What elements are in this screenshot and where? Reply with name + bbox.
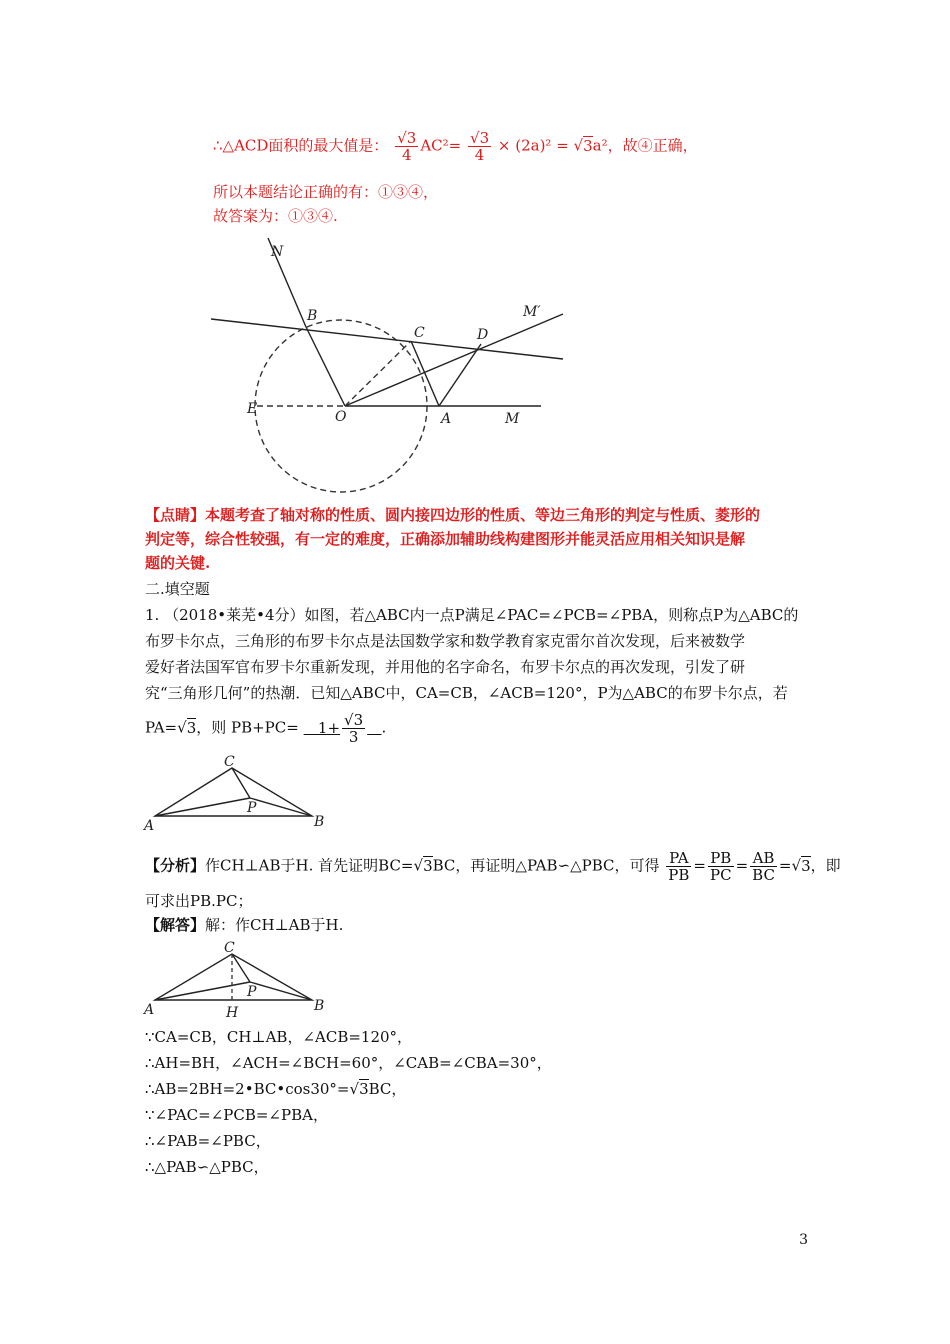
end-period: .	[381, 718, 387, 737]
solution-step-1: ∵CA=CB，CH⊥AB，∠ACB=120°，	[145, 1028, 413, 1046]
sqrt-radicand: 3	[479, 129, 490, 147]
analysis-line-2: 可求出PB.PC；	[145, 892, 253, 910]
numerator: PB	[708, 850, 734, 867]
conclusion-line: 所以本题结论正确的有：①③④，	[213, 183, 439, 201]
denominator: BC	[752, 866, 775, 884]
seg-pb	[250, 798, 312, 816]
area-max-line: ∴△ACD面积的最大值是： $\frac{√3}{4}$ AC²= $\frac{√3}{4}$ × (2a)² = √3a²，故④正确，	[213, 129, 698, 164]
denominator: PB	[668, 866, 690, 884]
solution-tag: 【解答】	[145, 916, 206, 934]
denominator: 4	[474, 146, 485, 164]
label-m: M	[505, 411, 520, 427]
problem-line-2: 布罗卡尔点，三角形的布罗卡尔点是法国数学家和数学教育家克雷尔首次发现，后来被数学	[145, 632, 746, 650]
equals: =	[778, 856, 792, 875]
seg-pc	[232, 768, 250, 798]
sqrt-radicand: 3	[406, 129, 417, 147]
label-p: P	[247, 984, 257, 1000]
label-o: O	[335, 409, 347, 425]
answer-frac: $\frac{√3}{3}$	[344, 711, 364, 746]
label-b: B	[314, 998, 325, 1014]
denominator: PC	[709, 866, 732, 884]
label-m-prime: M′	[523, 304, 541, 320]
frac-pa-pb	[666, 850, 691, 883]
seg-pc	[232, 954, 250, 982]
sqrt-radicand: 3	[423, 856, 433, 875]
dashed-oc	[345, 341, 411, 406]
pa-prefix: PA=	[145, 718, 178, 737]
analysis-text-2: BC，再证明△PAB∽△PBC，可得	[432, 856, 660, 875]
label-c: C	[224, 754, 235, 770]
frac-sqrt3-over-4: $\frac{√3}{4}$	[397, 129, 417, 164]
sqrt-radicand: 3	[186, 718, 197, 737]
answer-line: 故答案为：①③④.	[213, 207, 338, 225]
dianqing-line-1	[145, 504, 760, 526]
label-b: B	[314, 814, 325, 830]
solution-step-2: ∴AH=BH，∠ACH=∠BCH=60°，∠CAB=∠CBA=30°，	[145, 1054, 552, 1072]
solution-step-6: ∴△PAB∽△PBC，	[145, 1158, 269, 1176]
frac-ab-bc	[750, 850, 777, 883]
analysis-text-3: ，即	[810, 856, 841, 875]
solution-step-5: ∴∠PAB=∠PBC，	[145, 1132, 271, 1150]
sqrt-radicand: 3	[583, 136, 593, 155]
label-e: E	[247, 401, 258, 417]
line-bc	[211, 319, 563, 359]
dianqing-tag: 【点睛】	[145, 506, 206, 524]
triangle-figure-1	[140, 752, 340, 838]
label-d: D	[477, 327, 489, 343]
label-b: B	[307, 308, 318, 324]
answer-int: 1+	[317, 718, 341, 737]
seg-ad	[439, 344, 481, 406]
label-a: A	[441, 411, 452, 427]
label-c: C	[224, 940, 235, 956]
label-h: H	[226, 1005, 239, 1020]
solution-step-3: ∴AB=2BH=2•BC•cos30°=√3BC，	[145, 1080, 407, 1098]
circle-geometry-figure	[205, 230, 575, 500]
analysis-tag: 【分析】	[145, 856, 206, 875]
seg-pb	[250, 982, 312, 1000]
solution-step-4: ∵∠PAC=∠PCB=∠PBA，	[145, 1106, 328, 1124]
area-prefix: ∴△ACD面积的最大值是：	[213, 136, 389, 155]
section-title: 二.填空题	[145, 580, 210, 598]
problem-line-3: 爱好者法国军官布罗卡尔重新发现，并用他的名字命名，布罗卡尔点的再次发现，引发了研	[145, 658, 746, 676]
seg-ca	[411, 341, 439, 406]
problem-line-5: PA=√3，则 PB+PC= 1+ $\frac{√3}{3}$ .	[145, 711, 387, 746]
denominator: 3	[348, 728, 359, 746]
sqrt-radicand: 3	[353, 711, 364, 729]
page-number: 3	[799, 1232, 808, 1248]
sqrt-radicand: 3	[359, 1080, 369, 1098]
solution-intro	[145, 914, 343, 936]
label-p: P	[247, 800, 257, 816]
solution-intro-text: 解：作CH⊥AB于H.	[205, 916, 344, 934]
denominator: 4	[401, 146, 412, 164]
equals: =	[693, 856, 706, 875]
frac-pb-pc	[708, 850, 734, 883]
dianqing-line-2: 判定等，综合性较强，有一定的难度，正确添加辅助线构建图形并能灵活应用相关知识是解	[145, 530, 746, 548]
analysis-text-1: 作CH⊥AB于H. 首先证明BC=	[205, 856, 414, 875]
label-n: N	[271, 244, 284, 260]
step3-text: ∴AB=2BH=2•BC•cos30°=	[145, 1080, 350, 1098]
dianqing-line-3: 题的关键.	[145, 554, 211, 572]
analysis-line-1: 【分析】作CH⊥AB于H. 首先证明BC=√3BC，再证明△PAB∽△PBC，可得 $\frac{PA}{PB}$ = $\frac{PB}{PC}$ = $\frac{AB}{BC}$ =√3，即	[145, 849, 841, 884]
label-a: A	[144, 818, 155, 834]
numerator: AB	[750, 850, 777, 867]
then-text: ，则 PB+PC=	[196, 718, 299, 737]
sqrt-radicand: 3	[801, 856, 811, 875]
problem-line-1: 1. （2018•莱芜•4分）如图，若△ABC内一点P满足∠PAC=∠PCB=∠PBA，则称点P为△ABC的	[145, 606, 799, 624]
frac-sqrt3-over-4-b: $\frac{√3}{4}$	[470, 129, 490, 164]
seg-ob	[306, 327, 345, 406]
label-c: C	[414, 325, 425, 341]
answer-blank	[304, 711, 382, 746]
problem-line-4: 究“三角形几何”的热潮．已知△ABC中，CA=CB，∠ACB=120°，P为△ABC的布罗卡尔点，若	[145, 684, 788, 702]
dianqing-text-1: 本题考查了轴对称的性质、圆内接四边形的性质、等边三角形的判定与性质、菱形的	[205, 506, 761, 524]
equals: =	[735, 856, 749, 875]
times-2a-squared: × (2a)² =	[497, 136, 574, 155]
area-tail: a²，故④正确，	[592, 136, 698, 155]
ac-squared: AC²=	[420, 136, 462, 155]
label-a: A	[144, 1002, 155, 1018]
numerator: PA	[666, 850, 691, 867]
step3-tail: BC，	[368, 1080, 407, 1098]
triangle-figure-2	[140, 938, 340, 1020]
